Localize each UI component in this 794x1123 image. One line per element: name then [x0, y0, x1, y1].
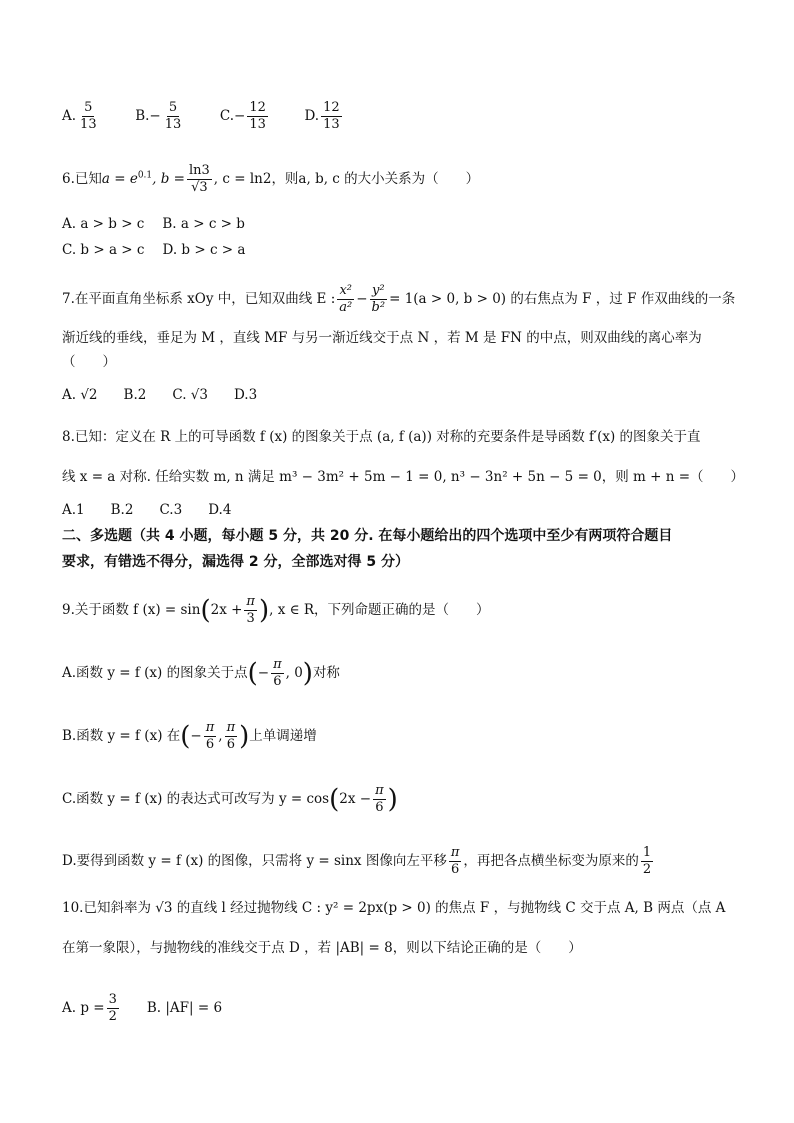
q8-option-c: C.3 — [159, 502, 183, 518]
q9-option-a: A.函数 y = f (x) 的图象关于点(− $\frac{\pi}{6}$ , 0)对称 — [62, 657, 340, 689]
q5-options — [62, 100, 344, 133]
q7-line2: 渐近线的垂线，垂足为 M ，直线 MF 与另一渐近线交于点 N ，若 M 是 FN 的中点，则双曲线的离心率为 — [62, 330, 702, 346]
q9-option-d: D.要得到函数 y = f (x) 的图像，只需将 y = sinx 图像向左平移 $\frac{\pi}{6}$ ，再把各点横坐标变为原来的 $\frac{1}{2}$ — [62, 845, 652, 877]
q7-options — [62, 385, 257, 405]
q5-option-c: C.− $\frac{12}{13}$ — [219, 100, 266, 132]
q7-line3: （ ） — [62, 354, 116, 370]
q8-option-b: B.2 — [110, 502, 134, 518]
q10-option-b: B. |AF| = 6 — [146, 1000, 223, 1016]
q8-option-a: A.1 — [62, 502, 85, 518]
q8-line1: 8.已知：定义在 R 上的可导函数 f (x) 的图象关于点 (a, f (a)) 对称的充要条件是导函数 f′(x) 的图象关于直 — [62, 429, 701, 445]
q6-options-row2 — [62, 240, 245, 260]
q10-line1: 10.已知斜率为 √3 的直线 l 经过抛物线 C : y² = 2px(p > 0) 的焦点 F ，与抛物线 C 交于点 A, B 两点（点 A — [62, 900, 726, 916]
q7-option-d: D.3 — [233, 387, 258, 403]
q8-options — [62, 500, 231, 520]
q6-option-d: D. b > c > a — [162, 242, 246, 258]
section2-heading-line1: 二、多选题（共 4 小题，每小题 5 分，共 20 分. 在每小题给出的四个选项中至少有两项符合题目 — [62, 528, 673, 544]
q8-option-d: D.4 — [208, 502, 232, 518]
q8-line2: 线 x = a 对称. 任给实数 m, n 满足 m³ − 3m² + 5m − 1 = 0, n³ − 3n² + 5n − 5 = 0，则 m + n =（ ） — [62, 469, 745, 485]
q5-option-a: A. $\frac{5}{13}$ — [62, 100, 97, 132]
q10-option-a: A. p = $\frac{3}{2}$ — [62, 992, 117, 1024]
q6-option-a: A. a > b > c — [62, 216, 145, 232]
q9-stem: 9.关于函数 f (x) = sin(2x + $\frac{\pi}{3}$ ), x ∈ R，下列命题正确的是（ ） — [62, 594, 490, 626]
q7-option-b: B.2 — [123, 387, 147, 403]
q10-options — [62, 992, 222, 1025]
q9-option-b: B.函数 y = f (x) 在(− $\frac{\pi}{6}$ , $\frac{\pi}{6}$ )上单调递增 — [62, 720, 317, 752]
q7-option-c: C. √3 — [172, 387, 208, 403]
q6-option-c: C. b > a > c — [62, 242, 145, 258]
q6-stem: 6.已知$a = e^{0.1}$, b = $\frac{\ln 3}{√3}$ , c = ln2，则a, b, c 的大小关系为（ ） — [62, 163, 480, 195]
q7-line1: 7.在平面直角坐标系 xOy 中，已知双曲线 E : $\frac{\text{x²}}{\text{a²}}$ − $\frac{\text{y²}}{\text{b²}}$ = 1(a > 0, b > 0) 的右焦点为 F ，过 F 作双曲线的一条 — [62, 283, 736, 315]
q6-options-row1 — [62, 214, 245, 234]
q10-line2: 在第一象限），与抛物线的准线交于点 D ，若 |AB| = 8，则以下结论正确的是（ ） — [62, 940, 582, 956]
q9-option-c: C.函数 y = f (x) 的表达式可改写为 y = cos(2x − $\frac{\pi}{6}$ ) — [62, 783, 398, 815]
q6-option-b: B. a > c > b — [162, 216, 245, 232]
q7-option-a: A. √2 — [62, 387, 98, 403]
q5-option-d: D. $\frac{12}{13}$ — [304, 100, 340, 132]
q5-option-b: B.− $\frac{5}{13}$ — [135, 100, 182, 132]
section2-heading-line2: 要求，有错选不得分，漏选得 2 分，全部选对得 5 分） — [62, 554, 409, 570]
